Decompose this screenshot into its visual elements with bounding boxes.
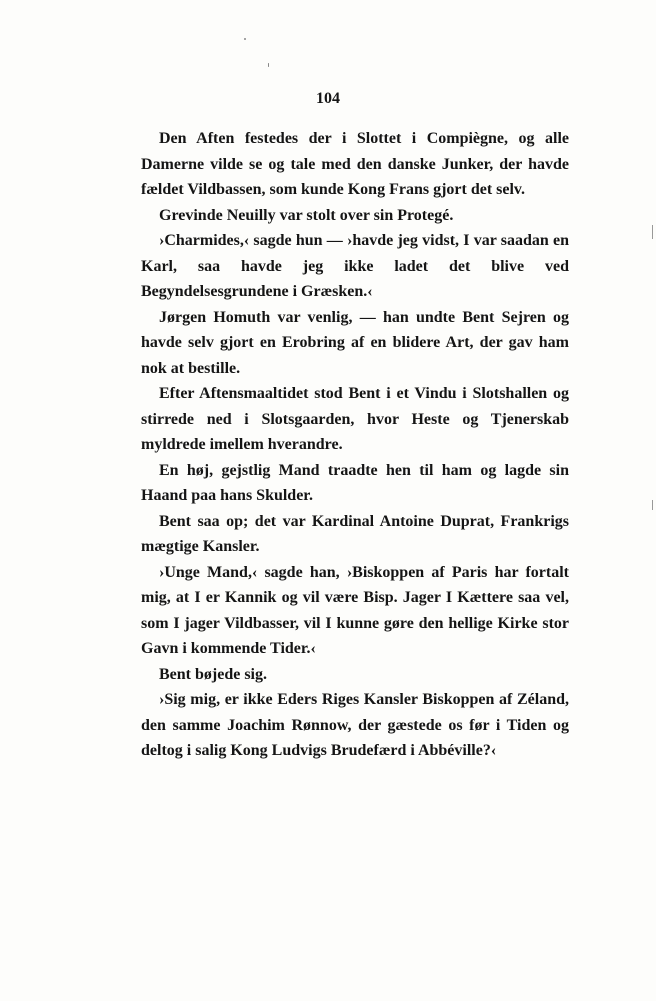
paragraph: ›Unge Mand,‹ sagde han, ›Biskoppen af Paris har fortalt mig, at I er Kannik og vil være Bisp. Jager I Kættere saa vel, som I jager Vildbasser, vil I kunne gøre den hellige Kirke stor Gavn i kommende Tider.‹ [141, 563, 569, 657]
paragraph: Den Aften festedes der i Slottet i Compiègne, og alle Damerne vilde se og tale med den danske Junker, der havde fældet Vildbassen, som kunde Kong Frans gjort det selv. [141, 130, 569, 198]
page-number: 104 [316, 90, 340, 107]
paragraph: ›Charmides,‹ sagde hun — ›havde jeg vidst, I var saadan en Karl, saa havde jeg ikke ladet det blive ved Begyndelsesgrundene i Græsken.‹ [141, 232, 569, 300]
paragraph: Jørgen Homuth var venlig, — han undte Bent Sejren og havde selv gjort en Erobring af en blidere Art, der gav ham nok at bestille. [141, 308, 569, 377]
paragraph: Efter Aftensmaaltidet stod Bent i et Vindu i Slotshallen og stirrede ned i Slotsgaarden, hvor Heste og Tjenerskab myldrede imellem hverandre. [141, 385, 569, 453]
paragraph: En høj, gejstlig Mand traadte hen til ham og lagde sin Haand paa hans Skulder. [141, 461, 569, 504]
page-edge-mark [652, 500, 653, 510]
paragraph: ›Sig mig, er ikke Eders Riges Kansler Biskoppen af Zéland, den samme Joachim Rønnow, der gæstede os før i Tiden og deltog i salig Kong Ludvigs Brudefærd i Abbéville?‹ [141, 691, 569, 759]
print-speck [244, 38, 246, 40]
body-text [141, 126, 569, 764]
paragraph: Bent saa op; det var Kardinal Antoine Duprat, Frankrigs mægtige Kansler. [141, 512, 569, 555]
print-speck [268, 63, 269, 67]
paragraph: Bent bøjede sig. [159, 665, 267, 683]
paragraph: Grevinde Neuilly var stolt over sin Protegé. [159, 206, 454, 224]
page-edge-mark [652, 225, 653, 239]
